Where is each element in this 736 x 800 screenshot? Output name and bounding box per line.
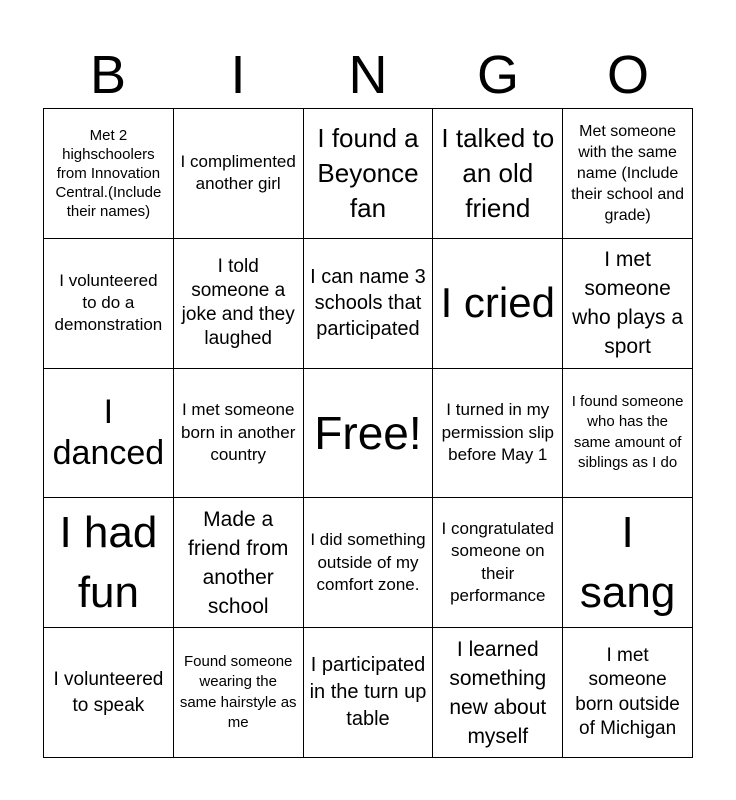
bingo-cell[interactable] bbox=[174, 628, 304, 758]
bingo-cell[interactable] bbox=[563, 239, 693, 369]
bingo-cell[interactable] bbox=[44, 369, 174, 499]
cell-text: I volunteered to speak bbox=[53, 668, 164, 716]
cell-text: I turned in my permission slip before May 1 bbox=[441, 400, 554, 465]
cell-text: Met 2 highschoolers from Innovation Central.(Include their names) bbox=[55, 126, 162, 220]
cell-text: I participated in the turn up table bbox=[309, 654, 427, 731]
bingo-header bbox=[43, 42, 693, 108]
header-letter-b: B bbox=[89, 45, 127, 105]
cell-text: I told someone a joke and they laughed bbox=[181, 256, 295, 350]
bingo-cell[interactable] bbox=[563, 628, 693, 758]
bingo-cell[interactable] bbox=[44, 628, 174, 758]
cell-text: I met someone who plays a sport bbox=[572, 248, 684, 359]
bingo-cell[interactable] bbox=[304, 369, 434, 499]
bingo-cell[interactable] bbox=[304, 628, 434, 758]
bingo-cell[interactable] bbox=[174, 239, 304, 369]
cell-text: I danced bbox=[52, 392, 165, 472]
header-letter-g: G bbox=[476, 45, 519, 105]
header-letter-o: O bbox=[606, 45, 649, 105]
cell-text: I found a Beyonce fan bbox=[317, 122, 419, 223]
bingo-cell[interactable] bbox=[563, 109, 693, 239]
header-letter-n: N bbox=[348, 45, 388, 105]
cell-text: I complimented another girl bbox=[180, 152, 296, 194]
cell-text: I met someone born in another country bbox=[181, 400, 296, 465]
cell-text: I did something outside of my comfort zone. bbox=[310, 530, 426, 595]
bingo-cell[interactable] bbox=[433, 628, 563, 758]
cell-text: I volunteered to do a demonstration bbox=[54, 271, 163, 335]
cell-text: Free! bbox=[314, 406, 422, 459]
cell-text: I talked to an old friend bbox=[441, 122, 555, 223]
bingo-cell[interactable] bbox=[563, 498, 693, 628]
cell-text: I congratulated someone on their performance bbox=[441, 518, 555, 606]
bingo-cell[interactable] bbox=[44, 109, 174, 239]
cell-text: I had fun bbox=[59, 507, 158, 617]
bingo-cell[interactable] bbox=[304, 109, 434, 239]
cell-text: I sang bbox=[579, 507, 676, 617]
bingo-cell[interactable] bbox=[174, 369, 304, 499]
bingo-cell[interactable] bbox=[304, 498, 434, 628]
bingo-cell[interactable] bbox=[174, 109, 304, 239]
cell-text: I can name 3 schools that participated bbox=[310, 266, 426, 341]
cell-text: I met someone born outside of Michigan bbox=[575, 644, 680, 740]
cell-text: I learned something new about myself bbox=[449, 637, 547, 748]
bingo-cell[interactable] bbox=[174, 498, 304, 628]
cell-text: I cried bbox=[440, 279, 555, 327]
bingo-cell[interactable] bbox=[304, 239, 434, 369]
bingo-cell[interactable] bbox=[44, 498, 174, 628]
header-letter-i: I bbox=[230, 45, 246, 105]
cell-text: Met someone with the same name (Include their school and grade) bbox=[571, 122, 685, 224]
bingo-cell[interactable] bbox=[44, 239, 174, 369]
bingo-cell[interactable] bbox=[433, 109, 563, 239]
cell-text: Found someone wearing the same hairstyle as me bbox=[179, 652, 297, 732]
cell-text: I found someone who has the same amount of siblings as I do bbox=[571, 392, 684, 472]
bingo-cell[interactable] bbox=[563, 369, 693, 499]
cell-text: Made a friend from another school bbox=[188, 507, 289, 618]
bingo-grid bbox=[43, 108, 693, 758]
bingo-cell[interactable] bbox=[433, 498, 563, 628]
bingo-cell[interactable] bbox=[433, 369, 563, 499]
bingo-cell[interactable] bbox=[433, 239, 563, 369]
